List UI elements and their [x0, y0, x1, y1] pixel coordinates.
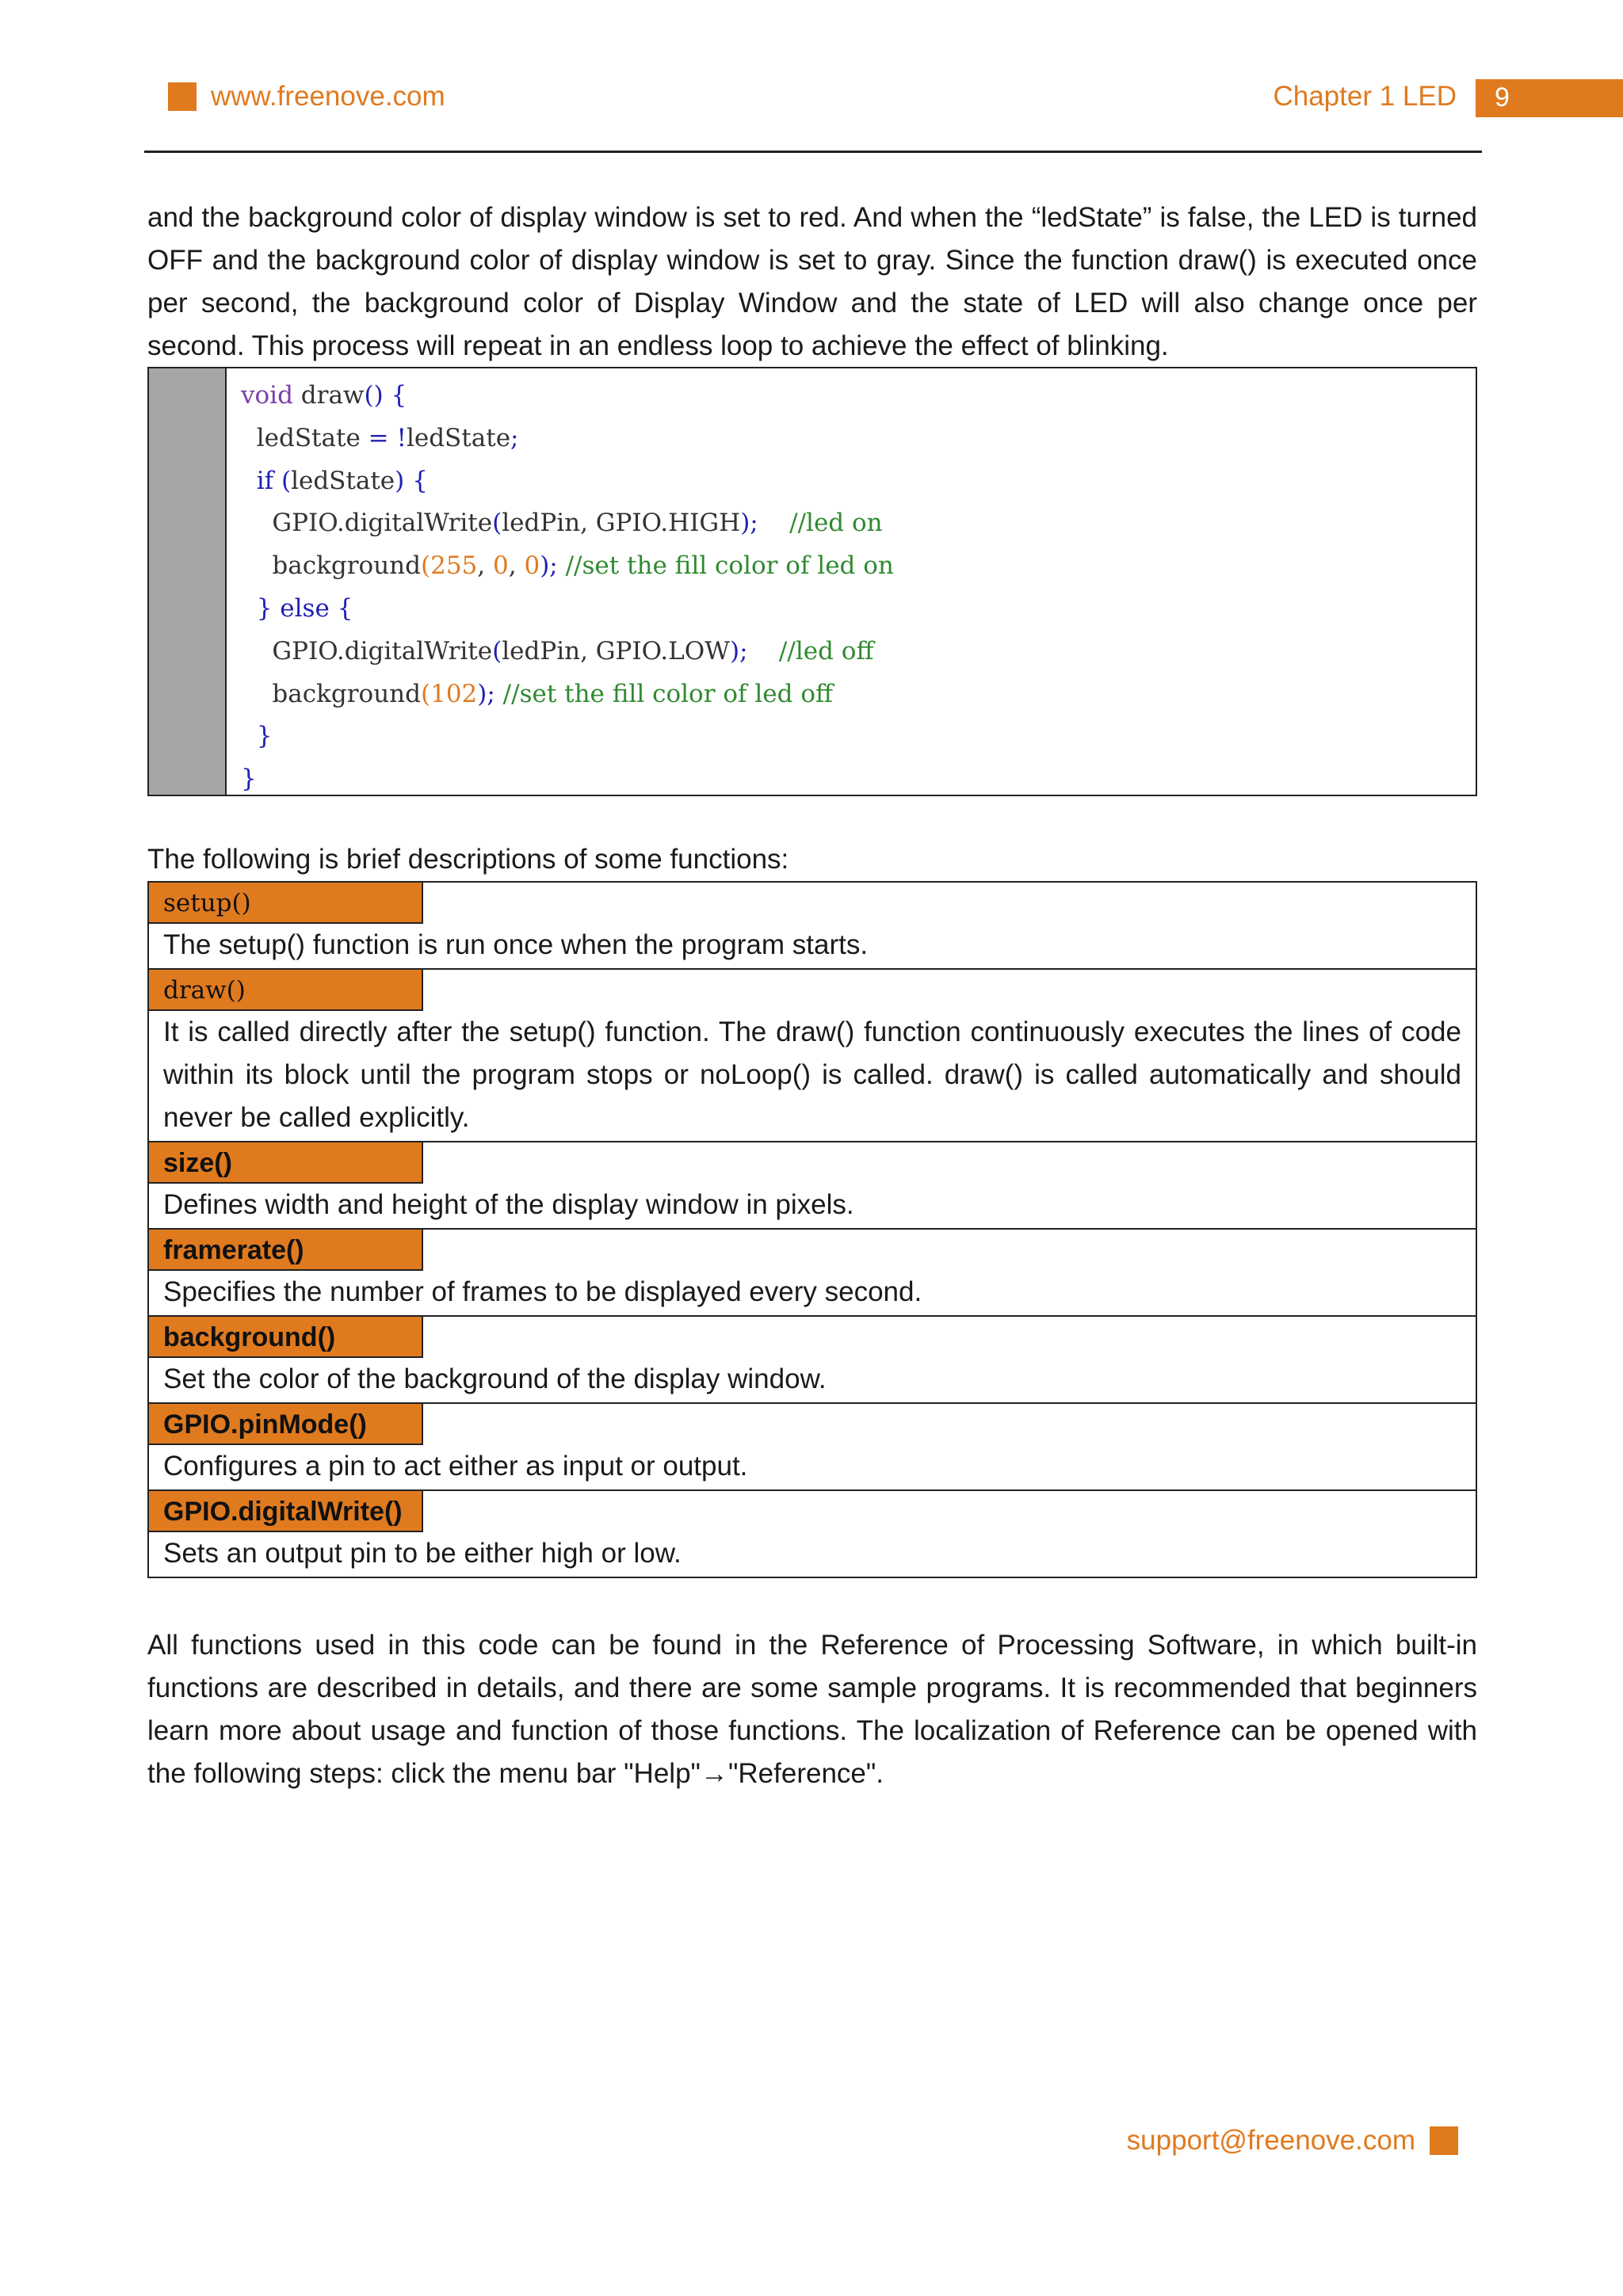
footer-logo-square [1430, 2126, 1458, 2155]
function-description: Sets an output pin to be either high or low. [163, 1538, 682, 1569]
header-chapter-title: Chapter 1 LED [1273, 81, 1457, 112]
code-line: ledState = !ledState; [241, 423, 519, 452]
function-name: setup() [149, 883, 423, 924]
paragraph-top: and the background color of display window is set to red. And when the “ledState” is false, the LED is turned OFF and the background color of display window is set to gray. Since the function draw() is executed once per second, the background color of Display Window and the state of LED will also change once per second. This process will repeat in an endless loop to achieve the effect of blinking. [147, 202, 1477, 361]
paragraph-bottom: All functions used in this code can be found in the Reference of Processing Software, in which built-in functions are described in details, and there are some sample programs. It is recommended that beginners learn more about usage and function of those functions. The localization of Reference can be opened with the following steps: click the menu bar "Help"→"Reference". [147, 1630, 1477, 1789]
function-description: Configures a pin to act either as input or output. [163, 1451, 748, 1482]
code-line: background(255, 0, 0); //set the fill color of led on [241, 551, 894, 581]
code-line: background(102); //set the fill color of led off [241, 679, 834, 708]
code-lines [241, 375, 894, 801]
code-line: } [241, 722, 273, 751]
code-line: } [241, 765, 257, 794]
footer-support-email[interactable]: support@freenove.com [1126, 2125, 1415, 2156]
header-divider [144, 151, 1482, 153]
code-gutter [149, 368, 227, 795]
page-number: 9 [1495, 82, 1510, 113]
function-row [149, 1230, 1476, 1317]
function-description: Defines width and height of the display window in pixels. [163, 1189, 854, 1220]
code-line: if (ledState) { [241, 466, 428, 495]
function-row [149, 1317, 1476, 1404]
function-name: size() [149, 1142, 423, 1184]
function-description: The setup() function is run once when the program starts. [163, 929, 869, 960]
function-name: GPIO.pinMode() [149, 1404, 423, 1445]
functions-intro: The following is brief descriptions of some functions: [147, 844, 789, 875]
function-row [149, 970, 1476, 1142]
function-row [149, 1142, 1476, 1230]
page-number-badge [1476, 79, 1623, 117]
code-block [147, 367, 1477, 796]
function-name: background() [149, 1317, 423, 1358]
function-description: It is called directly after the setup() function. The draw() function continuously executes the lines of code within its block until the program stops or noLoop() is called. draw() is called automatically and should never be called explicitly. [163, 1016, 1461, 1133]
function-name: framerate() [149, 1230, 423, 1271]
function-name: GPIO.digitalWrite() [149, 1491, 423, 1532]
function-row [149, 1491, 1476, 1578]
function-name: draw() [149, 970, 423, 1011]
function-description: Set the color of the background of the display window. [163, 1363, 827, 1394]
functions-table [147, 881, 1477, 1578]
code-line: GPIO.digitalWrite(ledPin, GPIO.LOW); //led off [241, 636, 874, 666]
code-line: } else { [241, 593, 353, 623]
code-line: void draw() { [241, 381, 407, 410]
function-row [149, 883, 1476, 970]
header-website-link[interactable]: www.freenove.com [211, 81, 445, 112]
function-row [149, 1404, 1476, 1491]
code-line: GPIO.digitalWrite(ledPin, GPIO.HIGH); //led on [241, 509, 883, 538]
header-logo-square [168, 82, 197, 111]
function-description: Specifies the number of frames to be displayed every second. [163, 1276, 922, 1307]
